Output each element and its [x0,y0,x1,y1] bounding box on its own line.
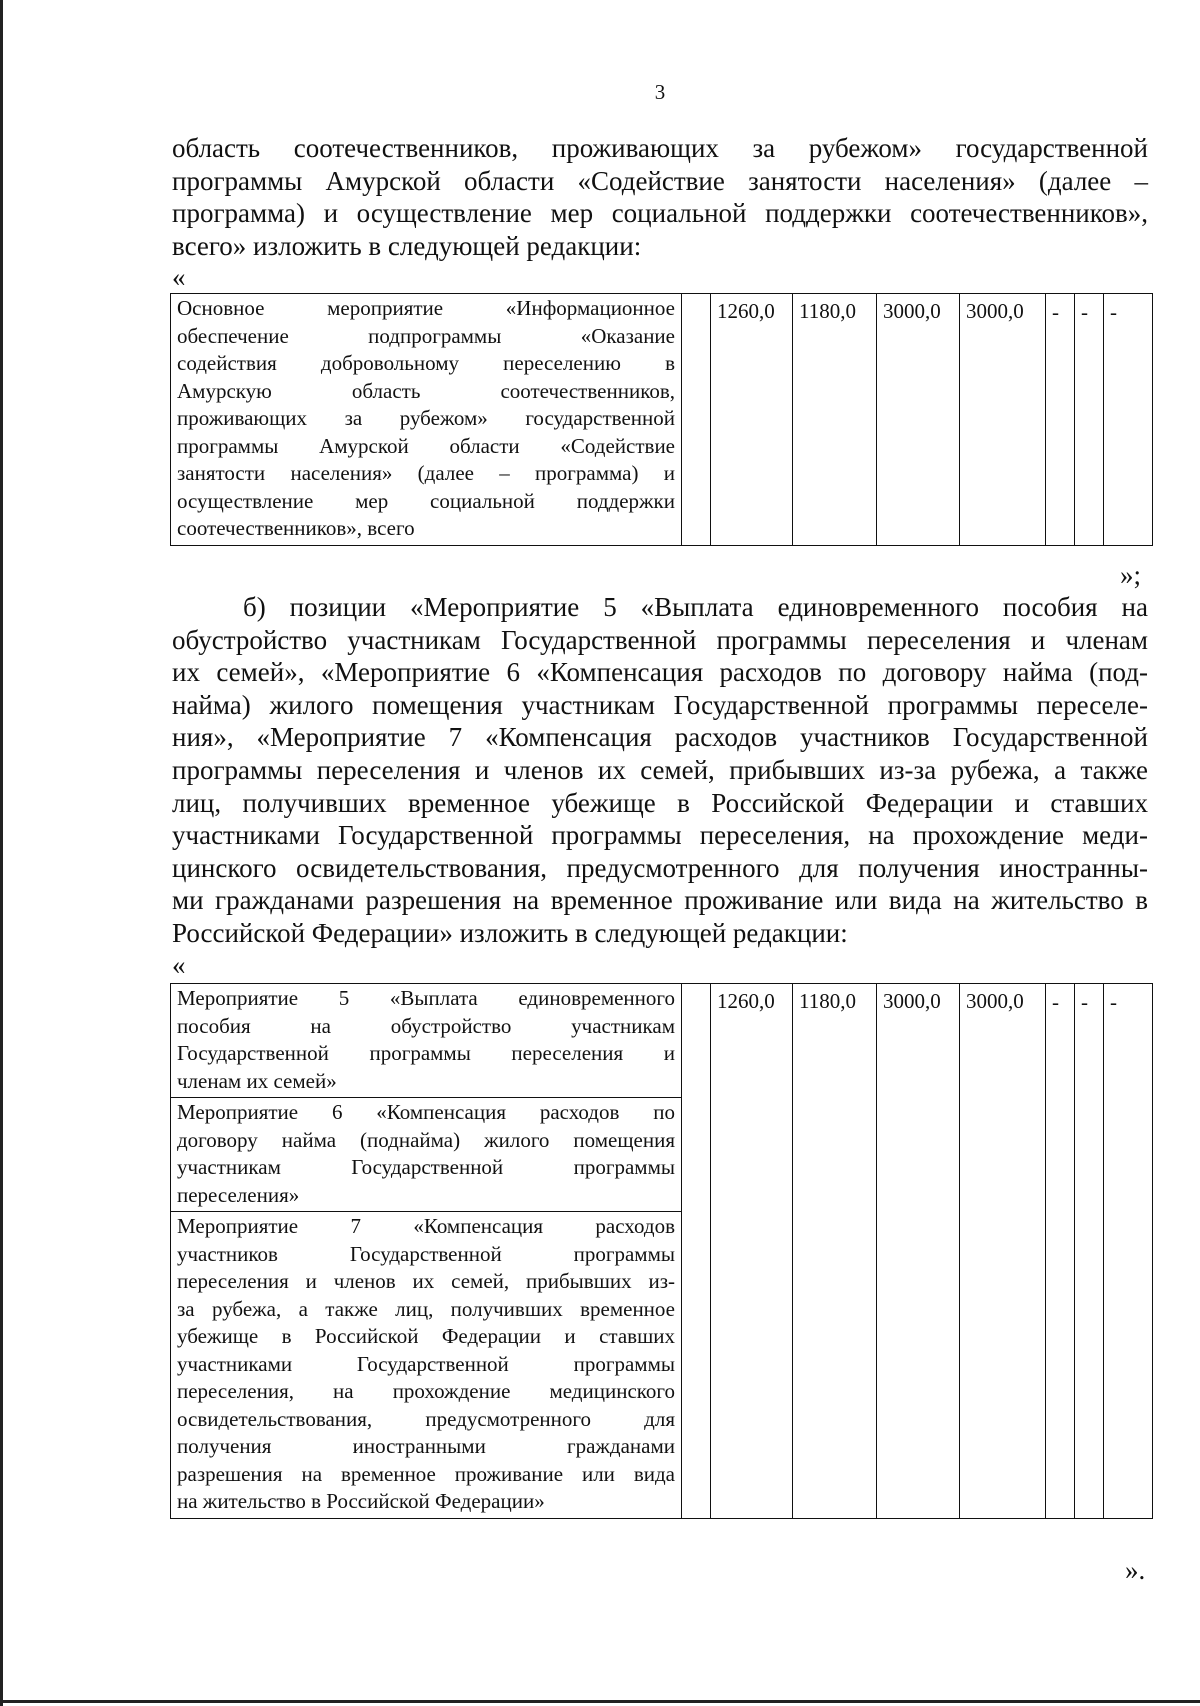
value-cell: - [1046,294,1075,546]
cell-line: осуществление мер социальной поддержки [177,488,675,513]
cell-line: Мероприятие 7 «Компенсация расходов [177,1214,675,1238]
cell-line: убежище в Российской Федерации и ставших [177,1324,675,1348]
activity-description [171,294,682,546]
allocation-table-2 [170,983,1153,1519]
text-line: ния», «Мероприятие 7 «Компенсация расходов участников Государственной [172,722,1148,753]
text-line: лиц, получивших временное убежище в Российской Федерации и ставших [172,787,1148,818]
cell-line: разрешения на временное проживание или вида [177,1461,675,1486]
value-cell: 1180,0 [793,984,877,1519]
cell-line: соотечественников», всего [177,516,415,540]
cell-line: занятости населения» (далее – программа) и [177,461,675,485]
text-line: программа) и осуществление мер социальной поддержки соотечественников», [172,198,1148,229]
value-cell: 3000,0 [960,294,1046,546]
value-cell: 3000,0 [877,984,960,1519]
scan-edge-left [0,0,3,1706]
value-cell: - [1104,294,1153,546]
cell-line: Государственной программы переселения и [177,1041,675,1065]
text-line: программы Амурской области «Содействие занятости населения» (далее – [172,165,1148,196]
page-number: 3 [654,80,666,104]
text-line: участниками Государственной программы переселения, на прохождение меди- [172,820,1148,851]
value-cell: - [1046,984,1075,1519]
value-cell: 3000,0 [877,294,960,546]
text-line: ми гражданами разрешения на временное проживание или вида на жительство в [172,885,1148,916]
cell-line: переселения» [177,1182,300,1207]
cell-line: членам их семей» [177,1068,337,1093]
cell-line: Мероприятие 6 «Компенсация расходов по [177,1100,675,1124]
cell-line: пособия на обустройство участникам [177,1013,675,1038]
text-line: область соотечественников, проживающих за рубежом» государственной [172,133,1148,163]
table-row [171,294,1153,546]
value-cell: - [1104,984,1153,1519]
empty-cell [682,294,711,546]
cell-line: участникам Государственной программы [177,1155,675,1179]
cell-line: Основное мероприятие «Информационное [177,296,675,320]
cell-line: получения иностранными гражданами [177,1434,675,1458]
empty-cell [682,984,711,1519]
activity-description [171,1212,682,1519]
value-cell: 1180,0 [793,294,877,546]
text-line: б) позиции «Мероприятие 5 «Выплата единовременного пособия на [243,592,1148,622]
cell-line: освидетельствования, предусмотренного для [177,1406,675,1431]
text-line: цинского освидетельствования, предусмотренного для получения иностранны- [172,852,1148,883]
cell-line: участниками Государственной программы [177,1351,675,1376]
value-cell: 1260,0 [711,984,793,1519]
cell-line: обеспечение подпрограммы «Оказание [177,323,675,348]
intro-paragraph [172,132,1148,262]
cell-line: Мероприятие 5 «Выплата единовременного [177,986,675,1010]
cell-line: Амурскую область соотечественников, [177,378,675,403]
close-quote: ». [1125,1555,1146,1585]
text-line: программы переселения и членов их семей, прибывших из-за рубежа, а также [172,754,1148,785]
close-quote: »; [1120,560,1142,590]
scan-edge-bottom [0,1700,1200,1703]
cell-line: переселения и членов их семей, прибывших из- [177,1269,675,1293]
value-cell: 1260,0 [711,294,793,546]
cell-line: за рубежа, а также лиц, получивших временное [177,1296,675,1321]
activity-description [171,1098,682,1212]
open-quote: « [172,950,186,980]
text-line: их семей», «Мероприятие 6 «Компенсация расходов по договору найма (под- [172,657,1148,688]
cell-line: переселения, на прохождение медицинского [177,1379,675,1403]
paragraph-b [172,591,1148,950]
activity-description [171,984,682,1098]
cell-line: на жительство в Российской Федерации» [177,1489,545,1513]
value-cell: - [1075,294,1104,546]
cell-line: содействия добровольному переселению в [177,351,675,375]
text-line: найма) жилого помещения участникам Государственной программы переселе- [172,689,1148,720]
cell-line: договору найма (поднайма) жилого помещения [177,1127,675,1152]
text-line: обустройство участникам Государственной программы переселения и членам [172,624,1148,655]
value-cell: - [1075,984,1104,1519]
cell-line: программы Амурской области «Содействие [177,433,675,458]
allocation-table-1 [170,293,1153,546]
cell-line: проживающих за рубежом» государственной [177,406,675,430]
cell-line: участников Государственной программы [177,1241,675,1266]
value-cell: 3000,0 [960,984,1046,1519]
text-line: Российской Федерации» изложить в следующей редакции: [172,917,848,948]
open-quote: « [172,262,186,292]
table-row [171,984,1153,1098]
text-line: всего» изложить в следующей редакции: [172,230,642,261]
